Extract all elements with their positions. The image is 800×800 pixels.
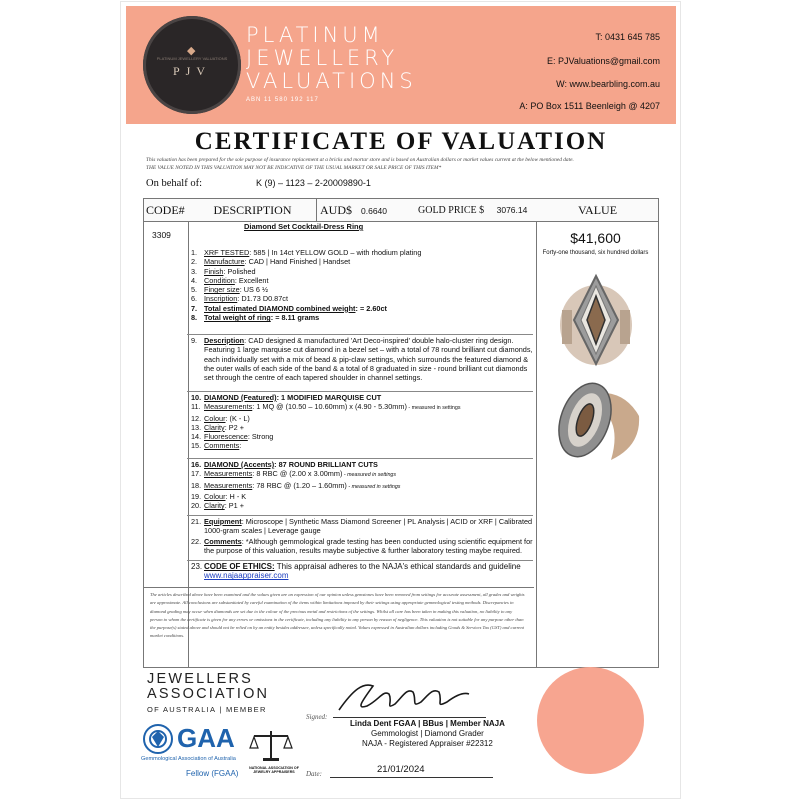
diamond-icon: ◆ [187,45,196,57]
logo-small-text: PLATINUM JEWELLERY VALUATIONS [156,56,228,61]
detail-row: 15. Comments: [191,441,242,451]
contact-phone: T: 0431 645 785 [595,32,660,42]
brand-line-1: PLATINUM [246,23,384,47]
featured-diamond-section [187,391,533,451]
detail-row: 22. Comments: *Although gemmological grade testing has been conducted using scientific equipment for the purpose of this valuation, results maybe subjective & further laboratory testing maybe required. [191,536,533,555]
date-label: Date: [306,770,322,778]
signed-label: Signed: [306,713,328,721]
brand-line-3: VALUATIONS [246,69,417,93]
detail-row: 20. Clarity: P1 + [191,501,244,511]
gaa-text: GAA [177,723,235,753]
ja-line-3: OF AUSTRALIA | MEMBER [147,705,267,714]
aud-label: AUD$ [320,203,352,217]
value-amount: $41,600 [570,230,621,246]
ja-line-2: ASSOCIATION [147,686,270,702]
contact-web[interactable]: W: www.bearbling.com.au [556,79,660,89]
disclaimer-line-2: THE VALUE NOTED IN THIS VALUATION MAY NOT BE INDICATIVE OF THE USUAL MARKET OR SALE PRICE OF THIS ITEM* [146,165,442,171]
company-seal [537,667,644,774]
ja-line-1: JEWELLERS [147,671,254,687]
detail-row: 7. Total estimated DIAMOND combined weight: = 2.60ct [191,303,387,313]
appraiser-block [350,719,505,749]
legal-footnote: The articles described above have been examined and the values given are an expression of our opinion unless gemstones have been removed from settings for accurate assessment, all grades and weights are approximate. All conclusions are substantiated by careful examination of the items within limitations imposed by their settings using appropriate gemmological testing methods. Discrepancies in diamond grading may occur when diamonds are set due to the colour of the precious metal and restrictions of the settings. Whilst all care has been taken in making this valuation, no liability to any person to whom the certificate is given for any errors or omissions in the certificate, including any liability to any person by reason of negligence. This valuation is not suitable for any purpose other than the purpose(s) stated above and should not be relied on by an entity besides addressee, unless specifically noted. Values expressed in Australian dollars including Goods & Services Tax (GST) and current market conditions. [150,592,525,639]
gaa-sub: Gemmological Association of Australia [141,756,236,762]
gaa-emblem-icon [143,724,173,754]
naja-link[interactable]: www.najaappraiser.com [204,571,289,581]
abn-number: ABN 11 580 192 117 [246,97,319,103]
detail-row: 8. Total weight of ring: = 8.11 grams [191,313,320,323]
detail-row: 2. Manufacture: CAD | Hand Finished | Handset [191,257,351,267]
detail-row: 12. Colour: (K - L) [191,413,250,423]
item-title: Diamond Set Cocktail-Dress Ring [244,222,364,231]
header-aud [317,199,413,221]
gaa-fellow: Fellow (FGAA) [186,769,239,778]
brand-line-2: JEWELLERY [246,46,399,70]
date-line [330,777,493,778]
brand-name [246,24,417,93]
detail-row: 6. Inscription: D1.73 D0.87ct [191,294,288,304]
gold-value: 3076.14 [496,205,528,215]
detail-row: 19. Colour: H - K [191,491,247,501]
detail-row: 4. Condition: Excellent [191,275,269,285]
header-description: DESCRIPTION [189,199,317,221]
detail-row: 1. XRF TESTED: 585 | In 14ct YELLOW GOLD – with rhodium plating [191,248,422,257]
item-details [187,248,533,322]
aud-value: 0.6640 [361,206,387,216]
contact-email[interactable]: E: PJValuations@gmail.com [546,56,660,66]
detail-row: 16. DIAMOND (Accents): 87 ROUND BRILLIANT CUTS [191,460,378,469]
detail-row: 21. Equipment: Microscope | Synthetic Mass Diamond Screener | PL Analysis | ACID or XRF | Calibrated 1000-gram scales | Leverage gauge [191,517,533,536]
detail-row: 10. DIAMOND (Featured): 1 MODIFIED MARQUISE CUT [191,393,382,402]
ethics-section [187,560,533,581]
detail-row: 23. CODE OF ETHICS: This appraisal adheres to the NAJA's ethical standards and guideline [191,562,521,571]
detail-row: 3. Finish: Polished [191,266,256,276]
contact-address: A: PO Box 1511 Beenleigh @ 4207 [519,101,660,111]
on-behalf-of [146,178,371,189]
detail-row: 17. Measurements: 8 RBC @ (2.00 x 3.00mm) - measured in settings [191,469,396,479]
jewellers-association-logo [147,672,269,717]
naja-scales-icon [248,728,294,764]
pjv-logo [143,16,241,114]
appraiser-registration: NAJA - Registered Appraiser #22312 [362,739,493,748]
detail-row: 14. Fluorescence: Strong [191,432,274,442]
logo-text: PJV [172,64,211,78]
behalf-value: K (9) – 1123 – 2-20009890-1 [256,178,371,188]
behalf-label: On behalf of: [146,178,202,189]
table-header-row [144,199,658,222]
appraiser-name: Linda Dent FGAA | BBus | Member NAJA [350,719,505,728]
signature-line [333,717,486,718]
header-value: VALUE [537,199,658,221]
detail-row: 13. Clarity: P2 + [191,422,244,432]
detail-row: 11. Measurements: 1 MQ @ (10.50 – 10.60mm) x (4.90 - 5.30mm) - measured in settings [191,402,461,412]
footnote-divider [143,587,534,588]
col-divider [536,221,537,667]
ethics-link-row [187,571,533,580]
header-code: CODE# [144,199,190,221]
gold-label: GOLD PRICE $ [418,205,485,216]
ring-side-photo [551,376,643,466]
accent-diamonds-section [187,458,533,510]
header-gold-price [412,199,543,221]
ring-top-photo [556,270,636,370]
detail-row: 5. Finger size: US 6 ½ [191,285,269,295]
date-value: 21/01/2024 [377,764,425,775]
appraiser-title: Gemmologist | Diamond Grader [371,729,484,738]
value-words: Forty-one thousand, six hundred dollars [542,250,649,256]
document-title: CERTIFICATE OF VALUATION [194,128,608,155]
description-section [187,334,533,382]
naja-label: NATIONAL ASSOCIATION OF JEWELRY APPRAISERS [249,766,299,775]
equipment-section [187,515,533,555]
description-row: 9. Description: CAD designed & manufactured 'Art Deco-inspired' double halo-cluster ring design. Featuring 1 large marquise cut diamond in a bezel set – with a total of 78 round brilliant cut diamonds, each individually set with a mix of bead & pip-claw settings, which surrounds the featured diamond & the outer walls of each side of the band & a total of 8 graduated in size - round brilliant cut diamonds set through the centre of each tapered shoulder in channel settings. [191,336,533,383]
disclaimer-line-1: This valuation has been prepared for the sole purpose of insurance replacement at a bricks and mortar store and is based on Australian dollars or market values current at the below mentioned date. [146,157,574,163]
detail-row: 18. Measurements: 78 RBC @ (1.20 – 1.60mm) - measured in settings [191,480,401,490]
item-code: 3309 [152,230,171,240]
signature [333,680,473,718]
